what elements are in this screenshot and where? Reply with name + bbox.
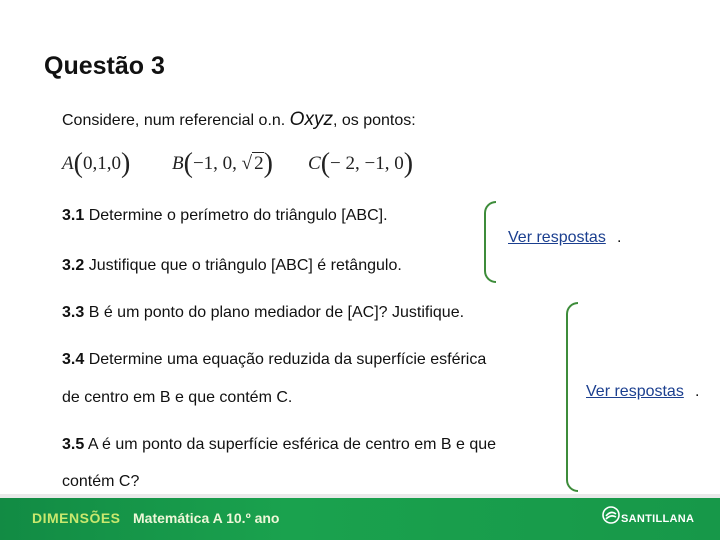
- point-c: C(− 2, −1, 0): [308, 148, 414, 179]
- point-b-sqrt: 2: [254, 153, 264, 174]
- footer-publisher: SANTILLANA: [621, 513, 695, 525]
- bracket-1: [484, 201, 496, 283]
- point-b-label: B: [172, 153, 184, 174]
- intro-after: , os pontos:: [332, 112, 416, 129]
- answers-link-2-period: .: [695, 383, 700, 400]
- publisher-logo-icon: [602, 506, 620, 524]
- answers-link-1[interactable]: Ver respostas: [508, 229, 606, 246]
- question-3-5-line2: contém C?: [62, 473, 140, 490]
- point-a-label: A: [62, 153, 74, 174]
- answers-link-1-period: .: [617, 229, 622, 246]
- footer-subject: Matemática A 10.º ano: [133, 510, 280, 526]
- answers-link-2[interactable]: Ver respostas: [586, 383, 684, 400]
- coordinate-system: Oxyz: [289, 109, 333, 130]
- slide-title: Questão 3: [44, 52, 165, 80]
- point-c-label: C: [308, 153, 321, 174]
- point-a-coords: 0,1,0: [82, 153, 121, 174]
- point-c-coords: − 2, −1, 0: [330, 153, 404, 174]
- point-a: A(0,1,0): [62, 148, 131, 179]
- intro-before: Considere, num referencial o.n.: [62, 112, 290, 129]
- question-3-2: 3.2 Justifique que o triângulo [ABC] é retângulo.: [62, 257, 402, 274]
- bracket-2: [566, 302, 578, 492]
- question-3-1: 3.1 Determine o perímetro do triângulo [ABC].: [62, 207, 388, 224]
- point-b: B(−1, 0, √ 2): [172, 148, 273, 179]
- point-b-coords: −1, 0,: [192, 153, 242, 174]
- question-3-3: 3.3 B é um ponto do plano mediador de [AC]? Justifique.: [62, 304, 465, 321]
- footer-bar: [0, 498, 720, 540]
- question-3-5: 3.5 A é um ponto da superfície esférica de centro em B e que: [62, 436, 497, 453]
- question-3-4-line2: de centro em B e que contém C.: [62, 389, 293, 406]
- intro-text: [62, 109, 416, 131]
- footer-brand: DIMENSÕES: [32, 510, 121, 526]
- question-3-4: 3.4 Determine uma equação reduzida da superfície esférica: [62, 351, 487, 368]
